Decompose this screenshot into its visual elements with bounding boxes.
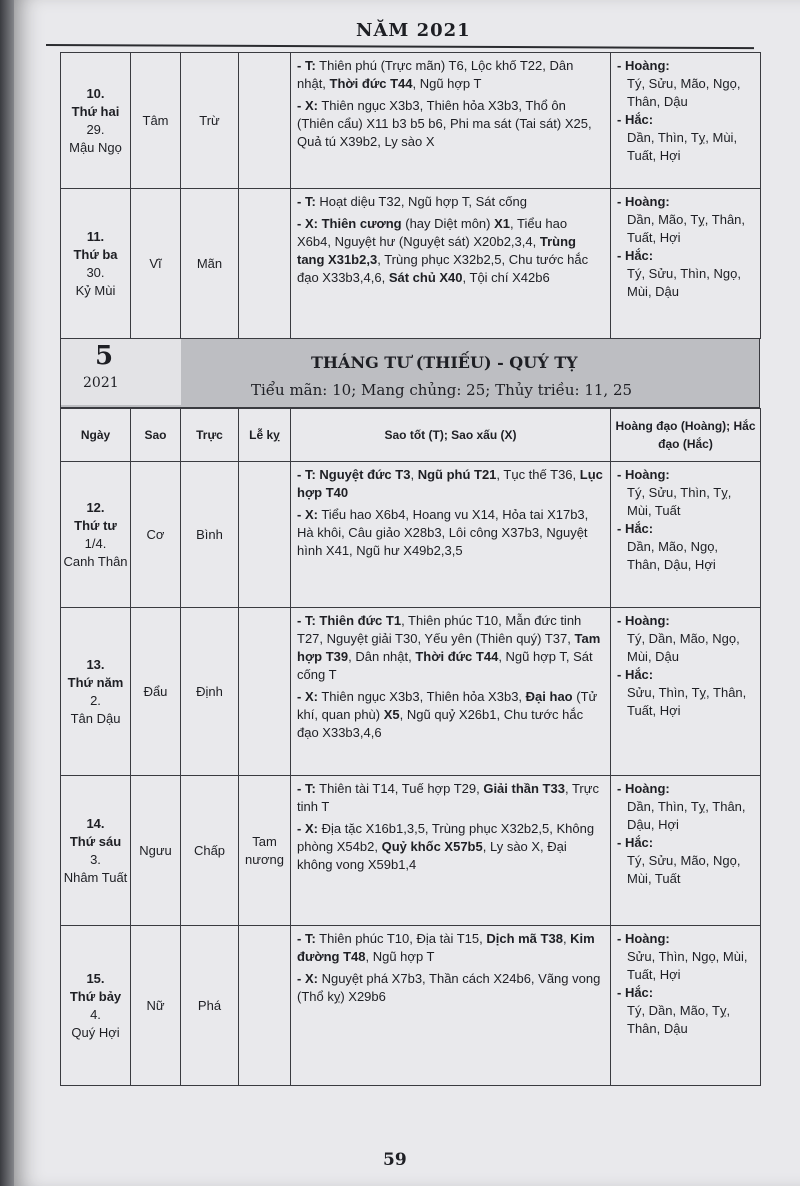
weekday: Thứ sáu <box>69 833 122 849</box>
stars-cell <box>291 53 611 189</box>
bad-stars <box>297 506 604 560</box>
good-prefix: - T: <box>297 613 316 628</box>
bad-star-text: , Trùng phục X32b2,5, Chu tước hắc đạo X33b3,4,6, <box>297 252 589 285</box>
good-star-text: Hoạt diệu T32, Ngũ hợp T, Sát cống <box>319 194 527 209</box>
day-cell <box>61 53 131 189</box>
hoang-hac-cell <box>611 462 761 608</box>
hac-hours: Sửu, Thìn, Tỵ, Thân, Tuất, Hợi <box>627 685 747 718</box>
col-header-stars: Sao tốt (T); Sao xấu (X) <box>291 409 611 462</box>
sao-cell: Đẩu <box>131 608 181 776</box>
day-row <box>61 53 761 189</box>
hoang-label: - Hoàng: <box>617 58 670 73</box>
lunar-date: 3. <box>90 851 101 867</box>
bad-star-text: Địa tặc X16b1,3,5, Trùng phục X32b2,5, Không phòng X54b2, <box>297 821 595 854</box>
bad-star-text: Đại hao <box>525 689 573 704</box>
column-header-row <box>61 409 761 462</box>
good-prefix: - T: <box>297 781 316 796</box>
can-chi: Kỷ Mùi <box>75 282 116 298</box>
day-cell <box>61 608 131 776</box>
good-stars <box>297 466 604 502</box>
stars-cell <box>291 776 611 926</box>
good-star-text: Thiên tài T14, Tuế hợp T29, <box>319 781 484 796</box>
bad-star-text: (Tử khí, quan phù) <box>297 689 598 722</box>
hac-label: - Hắc: <box>617 667 654 682</box>
bad-star-text: Thiên ngục X3b3, Thiên hỏa X3b3, <box>321 689 526 704</box>
month-year: 2021 <box>83 375 119 391</box>
can-chi: Quý Hợi <box>71 1024 120 1040</box>
good-star-text: Tam hợp T39 <box>297 631 601 664</box>
bad-prefix: - X: <box>297 216 318 231</box>
bad-stars <box>297 215 604 287</box>
hac-hours: Dần, Thìn, Tỵ, Mùi, Tuất, Hợi <box>627 130 738 163</box>
hac-label: - Hắc: <box>617 521 654 536</box>
good-star-text: Thiên phú (Trực mãn) T6, Lộc khố T22, Dân nhật, <box>297 58 574 91</box>
sao-cell: Tâm <box>131 53 181 189</box>
hoang-label: - Hoàng: <box>617 931 670 946</box>
bad-prefix: - X: <box>297 821 318 836</box>
truc-cell: Trừ <box>181 53 239 189</box>
bad-star-text: , Ly sào X, Đại không vong X59b1,4 <box>297 839 567 872</box>
hoang-hours: Dần, Thìn, Tỵ, Thân, Dậu, Hợi <box>627 799 746 832</box>
day-number: 12. <box>86 499 105 515</box>
month-title: THÁNG TƯ (THIẾU) - QUÝ TỴ <box>311 353 578 372</box>
good-prefix: - T: <box>297 58 316 73</box>
good-prefix: - T: <box>297 467 316 482</box>
good-stars <box>297 57 604 93</box>
bad-star-text: Thiên ngục X3b3, Thiên hỏa X3b3, Thổ ôn (Thiên cẩu) X11 b3 b5 b6, Phi ma sát (Tai sát) X25, Quả tú X39b2, Ly sào X <box>297 98 592 149</box>
hoang-hac-cell <box>611 608 761 776</box>
bad-stars <box>297 970 604 1006</box>
month-subtitle: Tiểu mãn: 10; Mang chủng: 25; Thủy triều: 11, 25 <box>251 381 633 399</box>
weekday: Thứ bảy <box>69 988 122 1004</box>
sao-cell: Vĩ <box>131 189 181 339</box>
bad-star-text: , Ngũ quỷ X26b1, Chu tước hắc đạo X33b3,4,6 <box>297 707 584 740</box>
page-number: 59 <box>383 1150 407 1170</box>
hoang-label: - Hoàng: <box>617 194 670 209</box>
col-header-sao: Sao <box>131 409 181 462</box>
day-row <box>61 776 761 926</box>
good-star-text: Nguyệt đức T3 <box>319 467 411 482</box>
stars-cell <box>291 189 611 339</box>
good-star-text: Lục hợp T40 <box>297 467 603 500</box>
hoang-hours: Tý, Dần, Mão, Ngọ, Mùi, Dậu <box>627 631 740 664</box>
weekday: Thứ hai <box>71 103 120 119</box>
hac-hours: Tý, Sửu, Mão, Ngọ, Mùi, Tuất <box>627 853 741 886</box>
good-star-text: , Ngũ hợp T <box>412 76 482 91</box>
good-prefix: - T: <box>297 194 316 209</box>
hoang-label: - Hoàng: <box>617 781 670 796</box>
good-stars <box>297 930 604 966</box>
le-ky-cell <box>239 53 291 189</box>
hac-label: - Hắc: <box>617 835 654 850</box>
le-ky-cell <box>239 189 291 339</box>
stars-cell <box>291 462 611 608</box>
good-star-text: Thiên đức T1 <box>319 613 402 628</box>
weekday: Thứ năm <box>67 674 124 690</box>
day-number: 14. <box>86 815 105 831</box>
hac-hours: Dần, Mão, Ngọ, Thân, Dậu, Hợi <box>627 539 719 572</box>
day-cell <box>61 189 131 339</box>
day-cell <box>61 462 131 608</box>
good-stars <box>297 780 604 816</box>
bad-stars <box>297 820 604 874</box>
bad-star-text: Thiên cương <box>321 216 402 231</box>
good-star-text: , Tục thế T36, <box>496 467 580 482</box>
day-number: 10. <box>86 85 105 101</box>
good-star-text: , <box>562 931 571 946</box>
calendar-table-month <box>60 408 761 1086</box>
hac-label: - Hắc: <box>617 985 654 1000</box>
lunar-date: 29. <box>86 121 105 137</box>
good-star-text: , Ngũ hợp T, Sát cống T <box>297 649 593 682</box>
day-cell <box>61 926 131 1086</box>
page-header-title: NĂM 2021 <box>356 20 471 41</box>
bad-star-text: , Tiểu hao X6b4, Nguyệt hư (Nguyệt sát) X20b2,3,4, <box>297 216 568 249</box>
lunar-date: 1/4. <box>84 535 107 551</box>
good-star-text: Thời đức T44 <box>329 76 413 91</box>
day-row <box>61 462 761 608</box>
day-cell <box>61 776 131 926</box>
can-chi: Tân Dậu <box>70 710 121 726</box>
bad-star-text: (hay Diệt môn) <box>401 216 495 231</box>
le-ky-cell <box>239 926 291 1086</box>
good-star-text: Ngũ phú T21 <box>417 467 497 482</box>
hac-label: - Hắc: <box>617 248 654 263</box>
calendar-table-top <box>60 52 761 339</box>
truc-cell: Chấp <box>181 776 239 926</box>
good-star-text: , Thiên phúc T10, Mẫn đức tinh T27, Nguyệt giải T30, Yếu yên (Thiên quý) T37, <box>297 613 582 646</box>
le-ky-cell: Tam nương <box>239 776 291 926</box>
month-number: 5 <box>95 341 114 371</box>
stars-cell <box>291 608 611 776</box>
col-header-leky: Lễ kỵ <box>239 409 291 462</box>
hoang-hac-cell <box>611 189 761 339</box>
good-stars <box>297 612 604 684</box>
sao-cell: Cơ <box>131 462 181 608</box>
hoang-hours: Tý, Sửu, Thìn, Tỵ, Mùi, Tuất <box>627 485 732 518</box>
good-stars <box>297 193 604 211</box>
bad-prefix: - X: <box>297 971 318 986</box>
can-chi: Canh Thân <box>63 553 128 569</box>
bad-star-text: X1 <box>494 216 511 231</box>
col-header-hoang-hac: Hoàng đạo (Hoàng); Hắc đạo (Hắc) <box>611 409 761 462</box>
stars-cell <box>291 926 611 1086</box>
day-number: 11. <box>86 228 105 244</box>
bad-stars <box>297 97 604 151</box>
truc-cell: Phá <box>181 926 239 1086</box>
bad-star-text: X5 <box>383 707 400 722</box>
bad-star-text: , Tội chí X42b6 <box>462 270 550 285</box>
hoang-hac-cell <box>611 53 761 189</box>
good-star-text: , Ngũ hợp T <box>365 949 435 964</box>
good-star-text: Thiên phúc T10, Địa tài T15, <box>319 931 487 946</box>
weekday: Thứ tư <box>74 517 117 533</box>
good-star-text: Kim đường T48 <box>297 931 595 964</box>
hoang-hours: Tý, Sửu, Mão, Ngọ, Thân, Dậu <box>627 76 741 109</box>
col-header-truc: Trực <box>181 409 239 462</box>
weekday: Thứ ba <box>73 246 118 262</box>
col-header-day: Ngày <box>61 409 131 462</box>
bad-prefix: - X: <box>297 98 318 113</box>
day-row <box>61 608 761 776</box>
sao-cell: Ngưu <box>131 776 181 926</box>
bad-star-text: Nguyệt phá X7b3, Thần cách X24b6, Vãng vong (Thổ kỵ) X29b6 <box>297 971 601 1004</box>
bad-star-text: Quỷ khốc X57b5 <box>381 839 483 854</box>
bad-star-text: Trùng tang X31b2,3 <box>297 234 576 267</box>
month-number-box <box>61 339 181 405</box>
good-star-text: Thời đức T44 <box>415 649 499 664</box>
lunar-date: 4. <box>90 1006 101 1022</box>
month-header-band <box>60 338 760 408</box>
hoang-label: - Hoàng: <box>617 613 670 628</box>
hoang-hac-cell <box>611 926 761 1086</box>
hoang-label: - Hoàng: <box>617 467 670 482</box>
good-star-text: , Dân nhật, <box>348 649 416 664</box>
can-chi: Nhâm Tuất <box>63 869 128 885</box>
good-star-text: , Trực tinh T <box>297 781 599 814</box>
lunar-date: 2. <box>90 692 101 708</box>
day-row <box>61 926 761 1086</box>
hac-hours: Tý, Sửu, Thìn, Ngọ, Mùi, Dậu <box>627 266 741 299</box>
day-row <box>61 189 761 339</box>
bad-star-text: Sát chủ X40 <box>388 270 463 285</box>
hoang-hours: Dần, Mão, Tỵ, Thân, Tuất, Hợi <box>627 212 746 245</box>
hoang-hac-cell <box>611 776 761 926</box>
truc-cell: Định <box>181 608 239 776</box>
bad-prefix: - X: <box>297 507 318 522</box>
truc-cell: Bình <box>181 462 239 608</box>
good-star-text: Dịch mã T38 <box>486 931 563 946</box>
hac-label: - Hắc: <box>617 112 654 127</box>
lunar-date: 30. <box>86 264 105 280</box>
day-number: 13. <box>86 656 105 672</box>
good-star-text: Giải thần T33 <box>483 781 565 796</box>
bad-stars <box>297 688 604 742</box>
le-ky-cell <box>239 608 291 776</box>
hac-hours: Tý, Dần, Mão, Tỵ, Thân, Dậu <box>627 1003 731 1036</box>
can-chi: Mậu Ngọ <box>69 139 122 155</box>
hoang-hours: Sửu, Thìn, Ngọ, Mùi, Tuất, Hợi <box>627 949 748 982</box>
bad-star-text: Tiểu hao X6b4, Hoang vu X14, Hỏa tai X17b3, Hà khôi, Câu giảo X28b3, Lôi công X37b3, Nguyệt hình X41, Ngũ hư X49b2,3,5 <box>297 507 589 558</box>
bad-prefix: - X: <box>297 689 318 704</box>
good-star-text: , <box>410 467 418 482</box>
day-number: 15. <box>86 970 105 986</box>
truc-cell: Mãn <box>181 189 239 339</box>
le-ky-cell <box>239 462 291 608</box>
good-prefix: - T: <box>297 931 316 946</box>
sao-cell: Nữ <box>131 926 181 1086</box>
